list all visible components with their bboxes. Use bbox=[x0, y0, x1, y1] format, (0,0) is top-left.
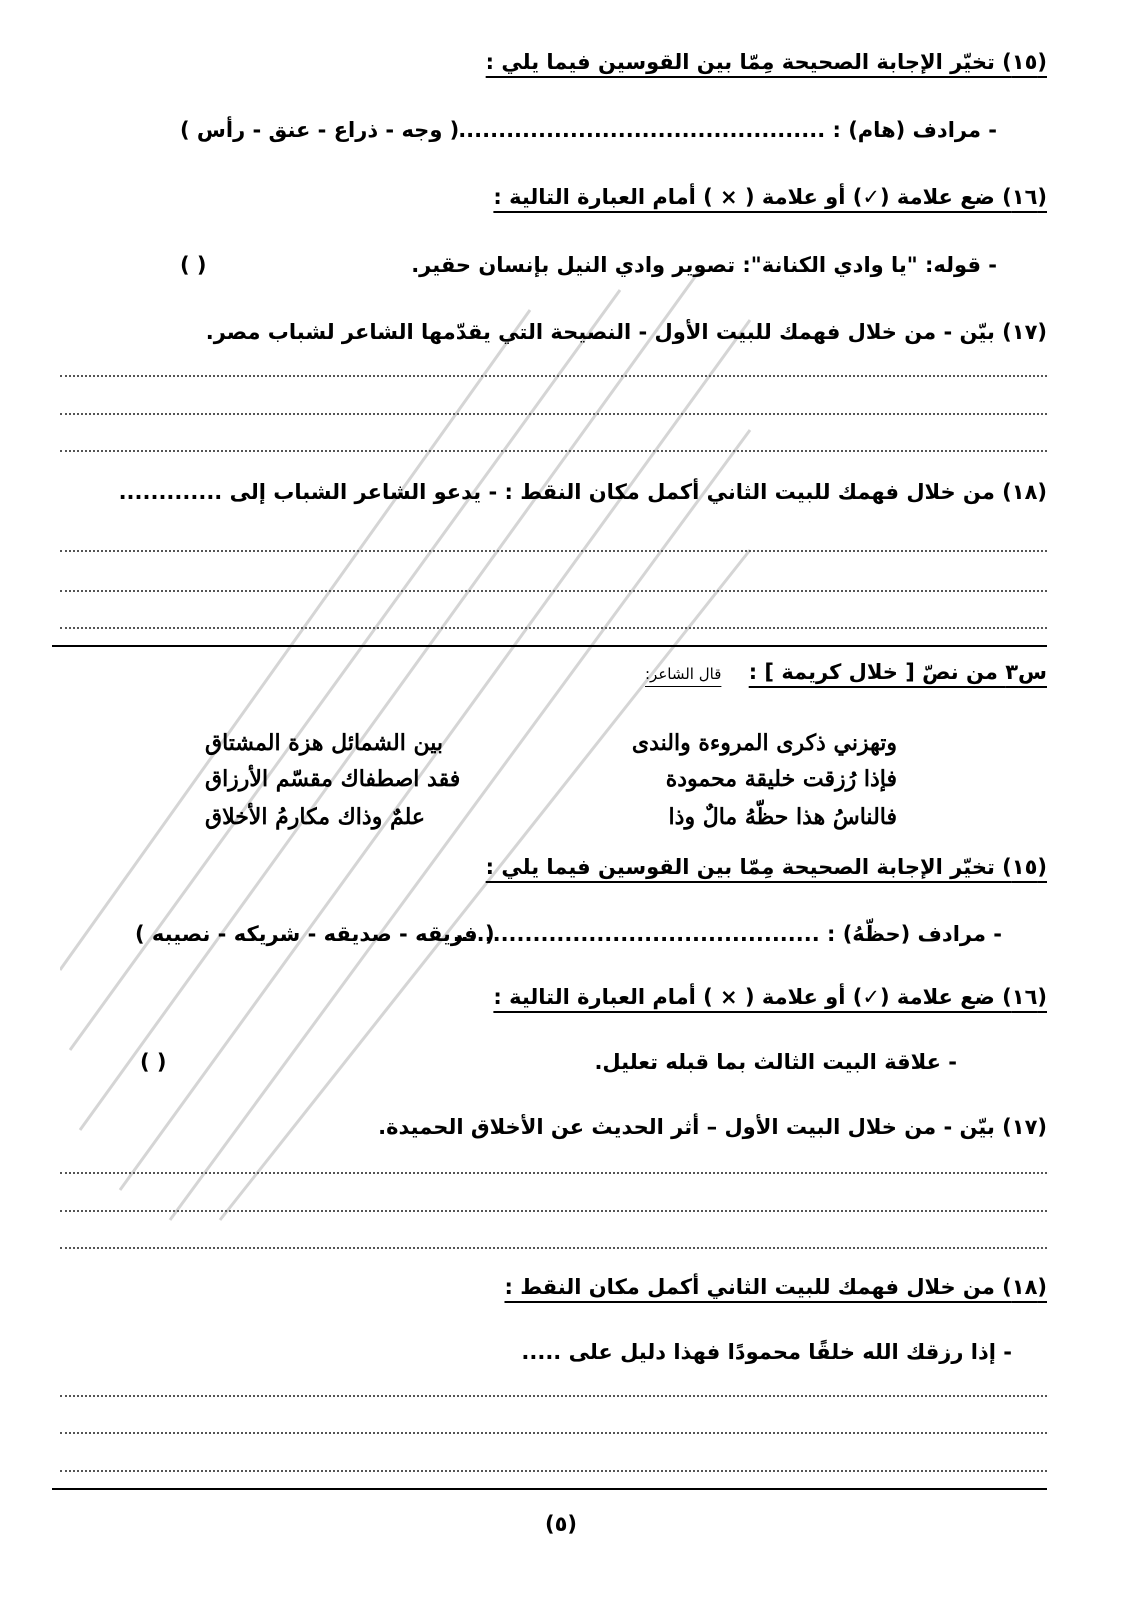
q16-answer-box-b[interactable]: ( ) bbox=[140, 1050, 167, 1074]
q16-answer-box-a[interactable]: ( ) bbox=[180, 253, 207, 277]
verse-2-left: فقد اصطفاك مقسّم الأرزاق bbox=[205, 766, 461, 792]
poet-label: قال الشاعر: bbox=[645, 665, 722, 683]
q18-row-a bbox=[60, 480, 1047, 504]
q18-item-a: - يدعو الشاعر الشباب إلى ............. bbox=[118, 480, 498, 504]
q18-item-b: - إذا رزقك الله خلقًا محمودًا فهذا دليل على ..... bbox=[521, 1340, 1012, 1364]
answer-line[interactable] bbox=[60, 1247, 1047, 1249]
answer-line[interactable] bbox=[60, 1172, 1047, 1174]
q18-title-b: (١٨) من خلال فهمك للبيت الثاني أكمل مكان النقط : bbox=[504, 1275, 1047, 1299]
answer-line[interactable] bbox=[60, 1432, 1047, 1434]
q16-item-b: - علاقة البيت الثالث بما قبله تعليل. bbox=[594, 1050, 957, 1074]
q16-title-a: (١٦) ضع علامة (✓) أو علامة ( × ) أمام العبارة التالية : bbox=[493, 185, 1047, 209]
answer-line[interactable] bbox=[60, 1395, 1047, 1397]
answer-line[interactable] bbox=[60, 1470, 1047, 1472]
answer-line[interactable] bbox=[60, 550, 1047, 552]
answer-line[interactable] bbox=[60, 375, 1047, 377]
answer-line[interactable] bbox=[60, 450, 1047, 452]
q15-title-b: (١٥) تخيّر الإجابة الصحيحة مِمّا بين القوسين فيما يلي : bbox=[485, 855, 1047, 879]
footer-divider bbox=[52, 1488, 1047, 1490]
verse-3-right: فالناسُ هذا حظّهُ مالٌ وذا bbox=[668, 804, 897, 830]
q16-title-b: (١٦) ضع علامة (✓) أو علامة ( × ) أمام العبارة التالية : bbox=[493, 985, 1047, 1009]
page-number: (٥) bbox=[544, 1512, 578, 1536]
q17-title-b: (١٧) بيّن - من خلال البيت الأول – أثر الحديث عن الأخلاق الحميدة. bbox=[378, 1115, 1047, 1139]
verse-1-right: وتهزني ذكرى المروءة والندى bbox=[631, 730, 897, 756]
q16-item-a: - قوله: "يا وادي الكنانة": تصوير وادي النيل بإنسان حقير. bbox=[411, 253, 997, 277]
q15-options-a: ( وجه - ذراع - عنق - رأس ) bbox=[180, 118, 460, 142]
section-b-header: س٣ من نصّ [ خلال كريمة ] : bbox=[748, 660, 1047, 684]
section-divider bbox=[52, 645, 1047, 647]
section-b-header-row bbox=[60, 660, 1047, 684]
q18-title-a: (١٨) من خلال فهمك للبيت الثاني أكمل مكان النقط : bbox=[504, 480, 1047, 504]
verse-3-left: علمٌ وذاك مكارمُ الأخلاق bbox=[205, 804, 426, 830]
answer-line[interactable] bbox=[60, 413, 1047, 415]
q15-item-a: - مرادف (هام) : .............................................. bbox=[458, 118, 997, 142]
q15-options-b: ( فريقه - صديقه - شريكه - نصيبه ) bbox=[135, 922, 495, 946]
answer-line[interactable] bbox=[60, 1210, 1047, 1212]
answer-line[interactable] bbox=[60, 627, 1047, 629]
q15-item-b: - مرادف (حظّهُ) : .............................................. bbox=[452, 922, 1002, 946]
answer-line[interactable] bbox=[60, 590, 1047, 592]
verse-2-right: فإذا رُزقت خليقة محمودة bbox=[665, 766, 897, 792]
verse-1-left: بين الشمائل هزة المشتاق bbox=[205, 730, 443, 756]
q15-title-a: (١٥) تخيّر الإجابة الصحيحة مِمّا بين القوسين فيما يلي : bbox=[485, 50, 1047, 74]
q17-title-a: (١٧) بيّن - من خلال فهمك للبيت الأول - النصيحة التي يقدّمها الشاعر لشباب مصر. bbox=[205, 320, 1047, 344]
